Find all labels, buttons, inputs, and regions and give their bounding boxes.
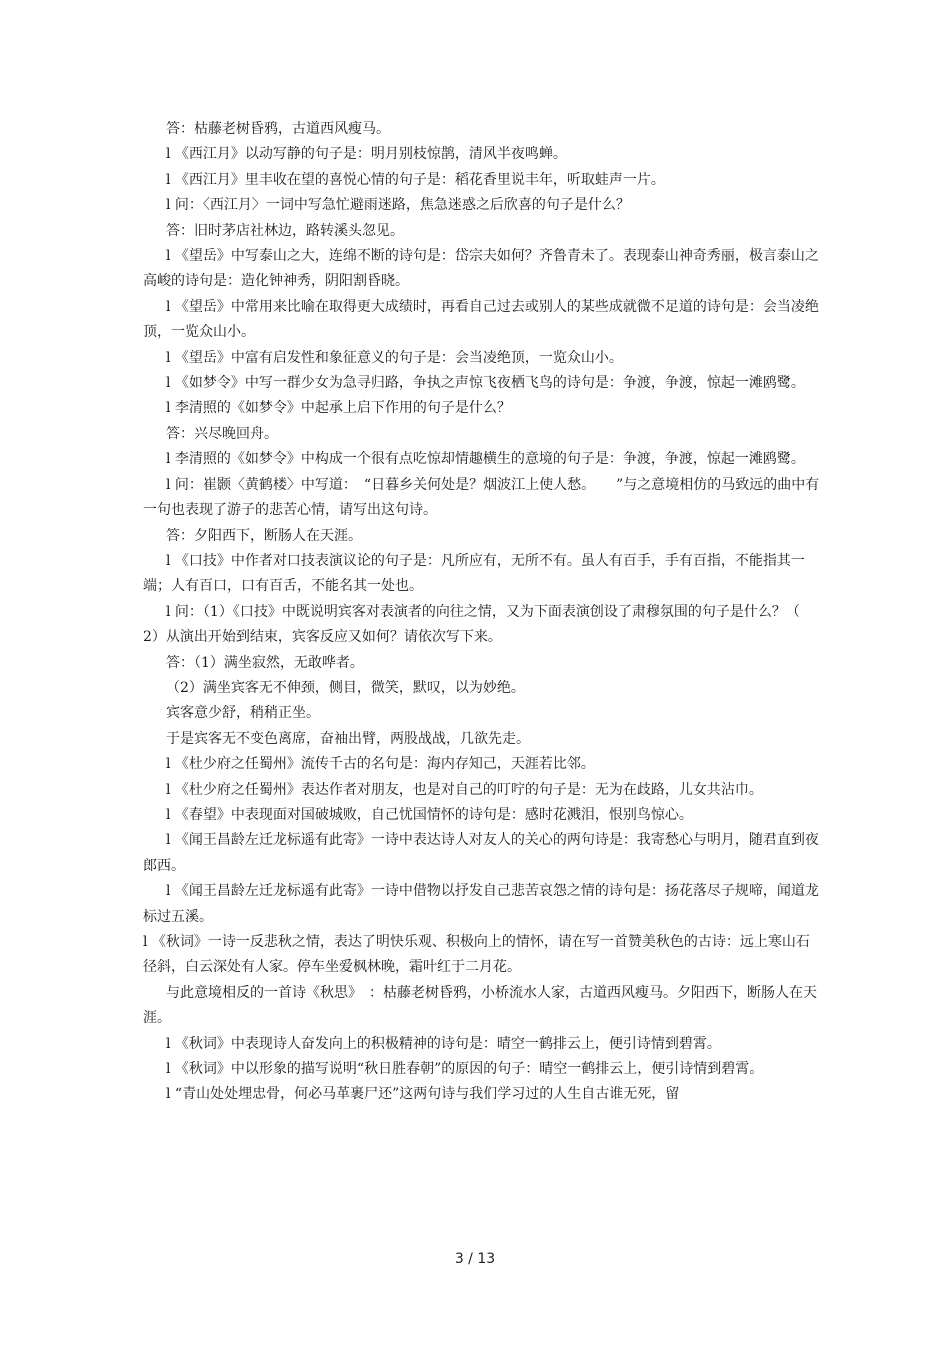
paragraph: l 《西江月》以动写静的句子是：明月别枝惊鹊，清风半夜鸣蝉。 xyxy=(166,146,567,163)
paragraph: l 《秋词》一诗一反悲秋之情，表达了明快乐观、积极向上的情怀，请在写一首赞美秋色的古诗：远上寒山石径斜，白云深处有人家。停车坐爱枫林晚，霜叶红于二月花。 xyxy=(143,934,810,976)
paragraph: 宾客意少舒，稍稍正坐。 xyxy=(166,705,320,722)
paragraph: l 《望岳》中富有启发性和象征意义的句子是：会当凌绝顶，一览众山小。 xyxy=(166,349,623,366)
paragraph: l 《如梦令》中写一群少女为急寻归路，争执之声惊飞夜栖飞鸟的诗句是：争渡，争渡，惊起一滩鸥鹭。 xyxy=(166,375,805,392)
paragraph: l “青山处处埋忠骨，何必马革裹尸还”这两句诗与我们学习过的人生自古谁无死，留 xyxy=(166,1086,680,1103)
paragraph: 答：夕阳西下，断肠人在天涯。 xyxy=(166,527,362,544)
paragraph: l 问：（1）《口技》中既说明宾客对表演者的向往之情，又为下面表演创设了肃穆氛围的句子是什么？（ 2）从演出开始到结束，宾客反应又如何？请依次写下来。 xyxy=(143,603,814,646)
paragraph: 答：枯藤老树昏鸦，古道西风瘦马。 xyxy=(166,121,390,137)
paragraph: 与此意境相反的一首诗《秋思》 ：枯藤老树昏鸦，小桥流水人家，古道西风瘦马。夕阳西下，断肠人在天涯。 xyxy=(143,984,817,1027)
paragraph: l 《秋词》中以形象的描写说明“秋日胜春朝”的原因的句子：晴空一鹤排云上，便引诗情到碧霄。 xyxy=(166,1061,764,1078)
paragraph: l 《闻王昌龄左迁龙标遥有此寄》一诗中借物以抒发自己悲苦哀怨之情的诗句是：扬花落尽子规啼，闻道龙标过五溪。 xyxy=(143,883,819,925)
paragraph: l 问：〈西江月〉一词中写急忙避雨迷路，焦急迷惑之后欣喜的句子是什么？ xyxy=(166,197,630,214)
paragraph: 于是宾客无不变色离席，奋袖出臂，两股战战，几欲先走。 xyxy=(166,730,530,747)
paragraph: 答：兴尽晚回舟。 xyxy=(166,425,278,442)
page-number: 3 / 13 xyxy=(454,1251,496,1267)
paragraph: l 《西江月》里丰收在望的喜悦心情的句子是：稻花香里说丰年，听取蛙声一片。 xyxy=(166,171,665,188)
paragraph: l 李清照的《如梦令》中起承上启下作用的句子是什么？ xyxy=(166,400,511,417)
paragraph: l 《春望》中表现面对国破城败，自己忧国情怀的诗句是：感时花溅泪，恨别鸟惊心。 xyxy=(166,806,693,823)
paragraph: l 《望岳》中写泰山之大，连绵不断的诗句是：岱宗夫如何？齐鲁青未了。表现泰山神奇秀丽，极言泰山之高峻的诗句是：造化钟神秀，阴阳割昏晓。 xyxy=(143,248,819,290)
paragraph: （2）满坐宾客无不伸颈，侧目，微笑，默叹，以为妙绝。 xyxy=(166,679,525,696)
paragraph: l 《闻王昌龄左迁龙标遥有此寄》一诗中表达诗人对友人的关心的两句诗是：我寄愁心与明月，随君直到夜郎西。 xyxy=(143,832,819,874)
paragraph: l 问：崔颢〈黄鹤楼〉中写道： “日暮乡关何处是？烟波江上使人愁。 ”与之意境相仿的马致远的曲中有一句也表现了游子的悲苦心情，请写出这句诗。 xyxy=(143,476,820,519)
paragraph: l 《望岳》中常用来比喻在取得更大成绩时，再看自己过去或别人的某些成就微不足道的诗句是：会当凌绝顶，一览众山小。 xyxy=(143,298,819,341)
document-body xyxy=(143,117,823,1108)
paragraph: 答：旧时茅店社林边，路转溪头忽见。 xyxy=(166,222,404,239)
paragraph: l 李清照的《如梦令》中构成一个很有点吃惊却情趣横生的意境的句子是：争渡，争渡，惊起一滩鸥鹭。 xyxy=(166,451,805,468)
paragraph: l 《秋词》中表现诗人奋发向上的积极精神的诗句是：晴空一鹤排云上，便引诗情到碧霄。 xyxy=(166,1035,721,1052)
paragraph: l 《杜少府之任蜀州》流传千古的名句是：海内存知己，天涯若比邻。 xyxy=(166,756,595,773)
paragraph: l 《口技》中作者对口技表演议论的句子是：凡所应有，无所不有。虽人有百手，手有百指，不能指其一端；人有百口，口有百舌，不能名其一处也。 xyxy=(143,552,805,595)
paragraph: l 《杜少府之任蜀州》表达作者对朋友，也是对自己的叮咛的句子是：无为在歧路，儿女共沾巾。 xyxy=(166,781,763,798)
paragraph: 答：（1）满坐寂然，无敢哗者。 xyxy=(166,654,364,671)
